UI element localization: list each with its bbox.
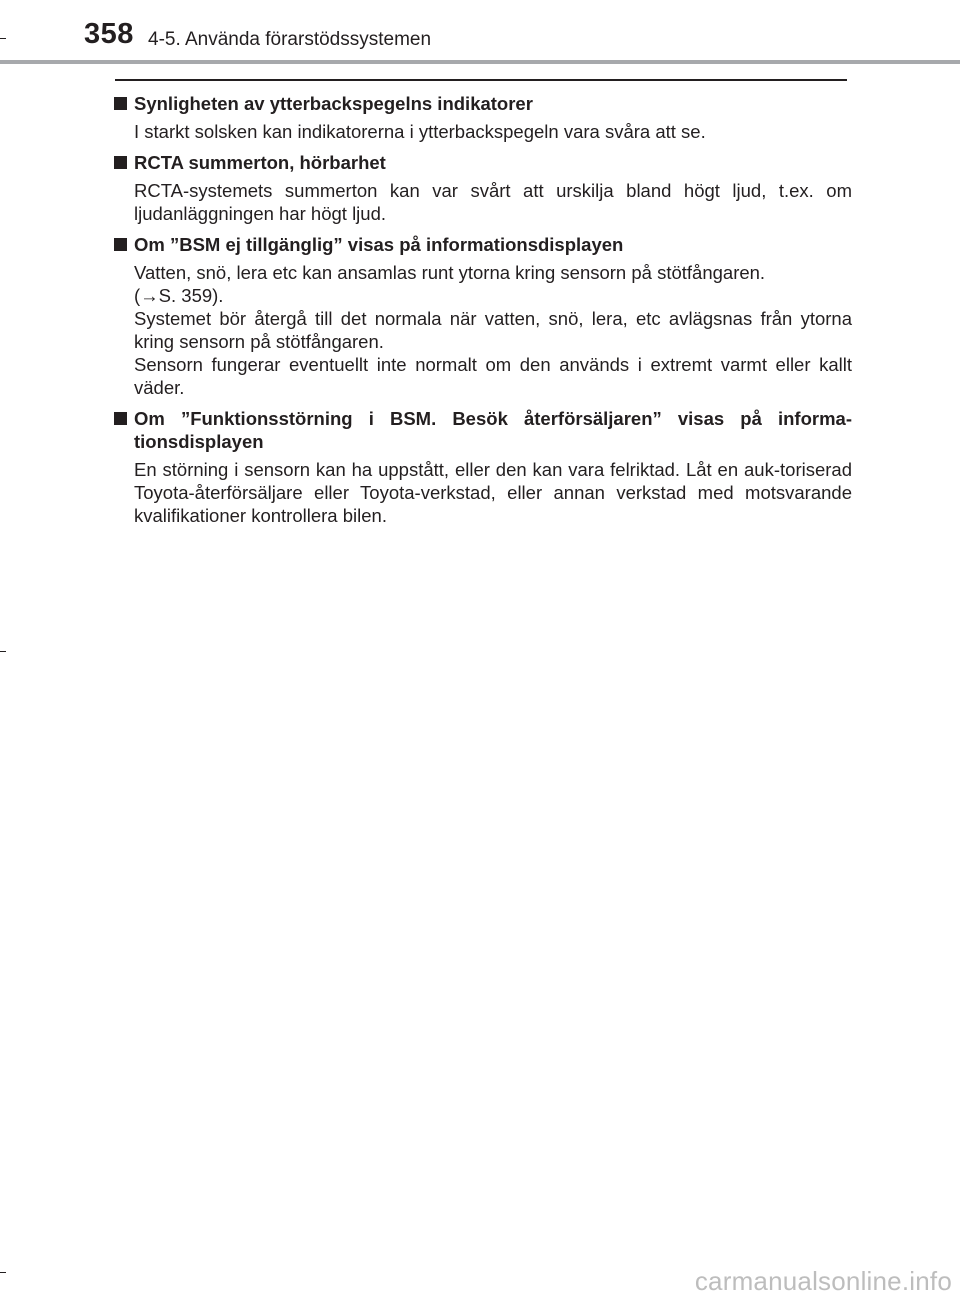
page-number: 358 — [84, 18, 134, 50]
square-bullet-icon — [114, 238, 127, 251]
section-body — [114, 179, 852, 225]
paragraph: RCTA-systemets summerton kan var svårt att urskilja bland högt ljud, t.ex. om ljudanläggningen har högt ljud. — [134, 180, 852, 224]
section-item — [114, 407, 852, 527]
square-bullet-icon — [114, 156, 127, 169]
watermark: carmanualsonline.info — [694, 1266, 952, 1296]
section-heading-text: RCTA summerton, hörbarhet — [134, 152, 386, 173]
section-body — [114, 458, 852, 527]
section-heading-text: Om ”Funktionsstörning i BSM. Besök återförsäljaren” visas på informa-tionsdisplayen — [134, 408, 852, 452]
section-heading — [114, 407, 852, 453]
section-body — [114, 261, 852, 399]
section-heading — [114, 151, 852, 174]
crop-mark — [0, 651, 6, 652]
section-item — [114, 92, 852, 143]
paragraph: Sensorn fungerar eventuellt inte normalt om den används i extremt varmt eller kallt väder. — [134, 354, 852, 398]
header-band — [0, 60, 960, 64]
top-rule — [115, 79, 847, 81]
section-body — [114, 120, 852, 143]
paragraph: En störning i sensorn kan ha uppstått, eller den kan vara felriktad. Låt en auk-toriserad Toyota-återförsäljare eller Toyota-verkstad, eller annan verkstad med motsvarande kvalifikationer kontrollera bilen. — [134, 459, 852, 526]
square-bullet-icon — [114, 412, 127, 425]
square-bullet-icon — [114, 97, 127, 110]
paragraph: I starkt solsken kan indikatorerna i ytterbackspegeln vara svåra att se. — [134, 121, 706, 142]
paragraph: Vatten, snö, lera etc kan ansamlas runt ytorna kring sensorn på stötfångaren. — [134, 262, 766, 283]
section-item — [114, 233, 852, 399]
paragraph: Systemet bör återgå till det normala när vatten, snö, lera, etc avlägsnas från ytorna kring sensorn på stötfångaren. — [134, 308, 852, 352]
content-area — [114, 92, 852, 535]
crop-mark — [0, 1272, 6, 1273]
section-heading — [114, 92, 852, 115]
section-title: 4-5. Använda förarstödssystemen — [148, 29, 432, 50]
section-item — [114, 151, 852, 225]
section-heading-text: Synligheten av ytterbackspegelns indikatorer — [134, 93, 533, 114]
section-heading-text: Om ”BSM ej tillgänglig” visas på informationsdisplayen — [134, 234, 624, 255]
crop-mark — [0, 38, 6, 39]
page-reference-link[interactable]: (→S. 359). — [134, 285, 224, 306]
section-heading — [114, 233, 852, 256]
